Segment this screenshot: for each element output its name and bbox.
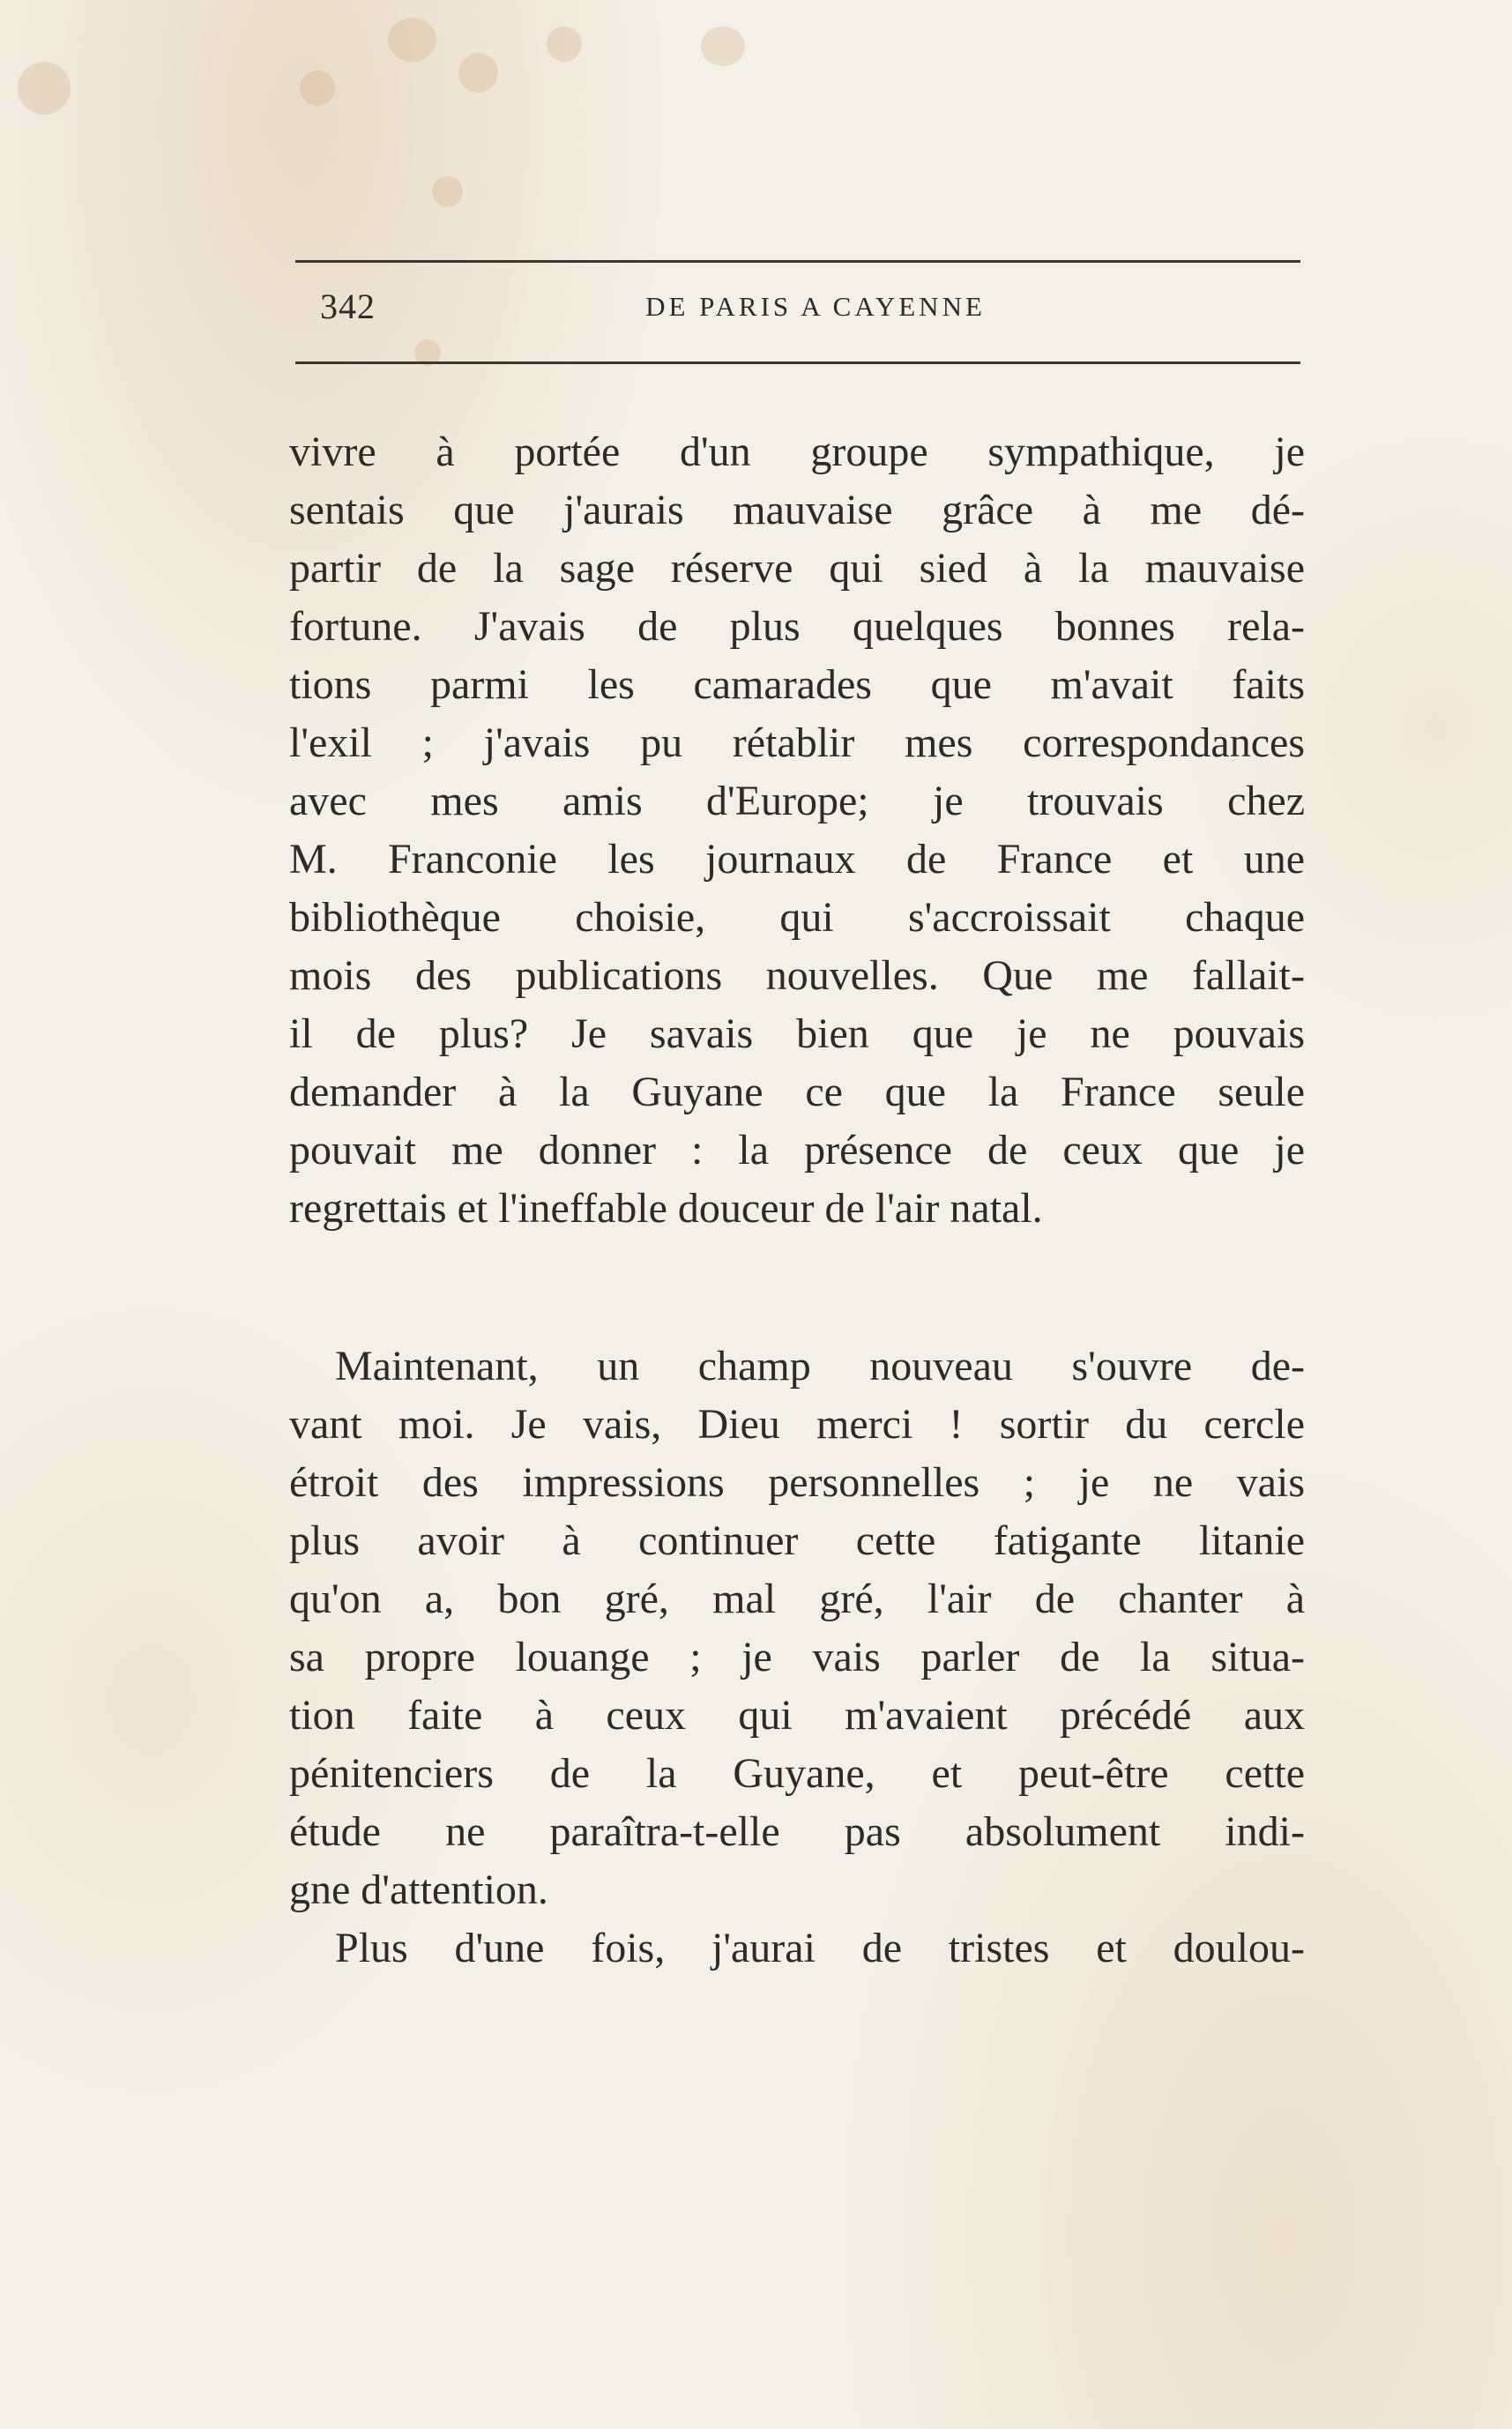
text-line: Maintenant, un champ nouveau s'ouvre de- [335,1343,1305,1390]
text-line: tion faite à ceux qui m'avaient précédé aux [289,1692,1305,1739]
text-line: l'exil ; j'avais pu rétablir mes correspondances [289,719,1305,766]
page-number: 342 [320,287,376,326]
page-header [295,280,1300,333]
paragraph-1 [289,423,1305,1238]
foxing-spot [388,18,436,62]
text-line: M. Franconie les journaux de France et une [289,836,1305,883]
text-line: sentais que j'aurais mauvaise grâce à me dé- [289,487,1305,533]
text-line: vivre à portée d'un groupe sympathique, je [289,428,1305,475]
text-line: sa propre louange ; je vais parler de la situa- [289,1634,1305,1680]
text-line: gne d'attention. [289,1866,548,1913]
text-line: bibliothèque choisie, qui s'accroissait chaque [289,894,1305,941]
text-line: avec mes amis d'Europe; je trouvais chez [289,778,1305,824]
header-top-rule [295,260,1300,263]
text-line: pouvait me donner : la présence de ceux que je [289,1127,1305,1174]
paragraph-3 [289,1919,1305,1978]
foxing-spot [18,62,71,115]
header-bottom-rule [295,361,1300,364]
text-line: qu'on a, bon gré, mal gré, l'air de chanter à [289,1576,1305,1622]
text-line: étude ne paraîtra-t-elle pas absolument indi- [289,1808,1305,1855]
foxing-spot [701,26,745,66]
text-line: demander à la Guyane ce que la France seule [289,1069,1305,1115]
text-line: plus avoir à continuer cette fatigante litanie [289,1517,1305,1564]
foxing-spot [432,176,463,207]
foxing-spot [300,71,335,106]
text-line: tions parmi les camarades que m'avait faits [289,661,1305,708]
foxing-spot [458,53,498,93]
text-line: il de plus? Je savais bien que je ne pouvais [289,1010,1305,1057]
text-line: vant moi. Je vais, Dieu merci ! sortir du cercle [289,1401,1305,1448]
text-line: étroit des impressions personnelles ; je ne vais [289,1459,1305,1506]
text-line: fortune. J'avais de plus quelques bonnes rela- [289,603,1305,650]
paragraph-2 [289,1337,1305,1919]
foxing-spot [547,26,582,62]
text-line: partir de la sage réserve qui sied à la mauvaise [289,545,1305,592]
text-line: regrettais et l'ineffable douceur de l'air natal. [289,1185,1043,1232]
text-line: mois des publications nouvelles. Que me fallait- [289,952,1305,999]
text-line: pénitenciers de la Guyane, et peut-être cette [289,1750,1305,1797]
text-line: Plus d'une fois, j'aurai de tristes et doulou- [335,1925,1305,1971]
running-title: DE PARIS A CAYENNE [645,291,986,322]
